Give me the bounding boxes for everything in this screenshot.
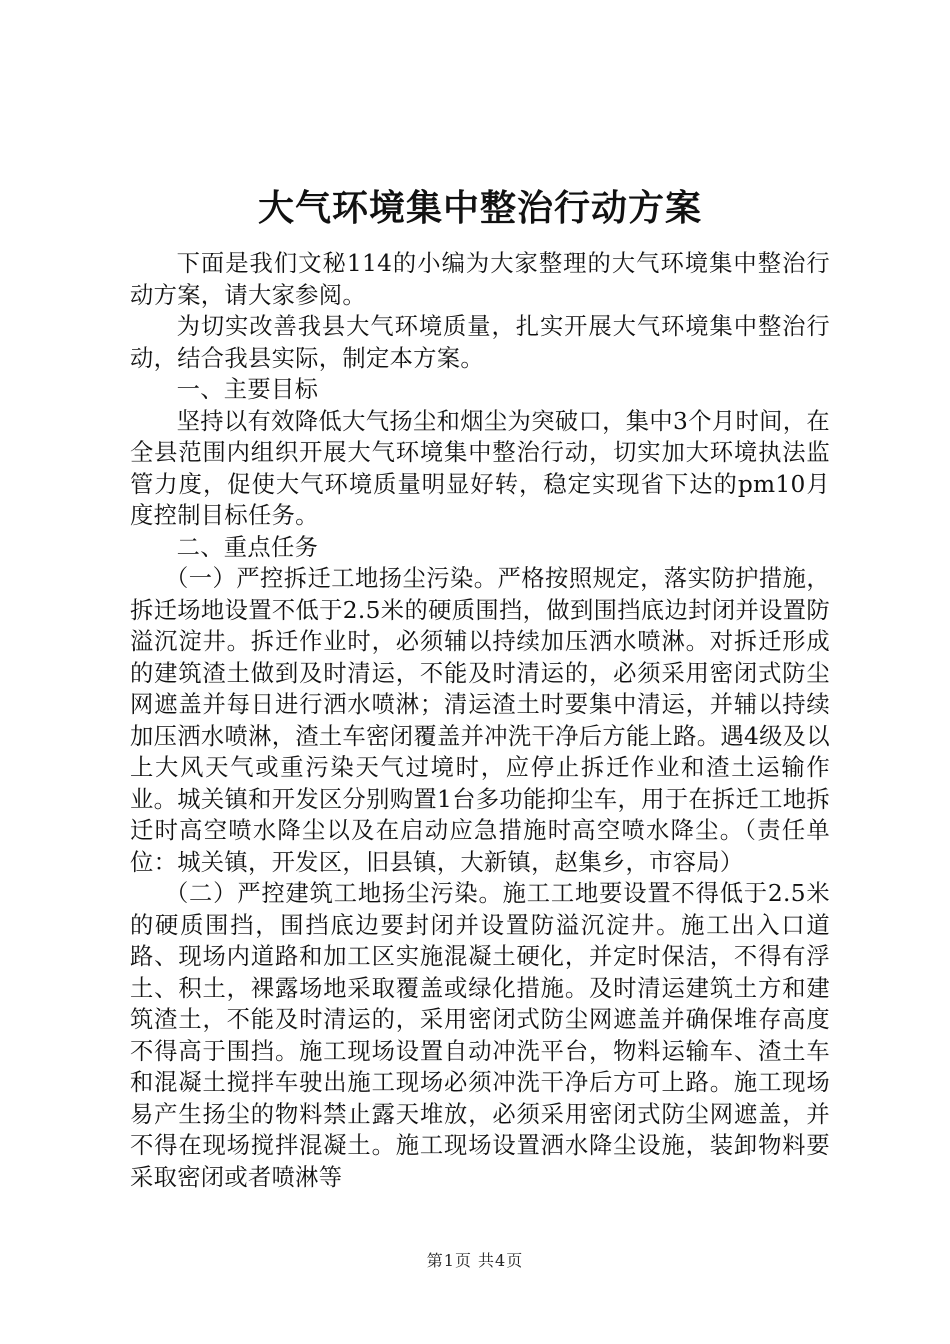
section-heading-tasks: 二、重点任务 <box>176 533 319 561</box>
section-heading-goals: 一、主要目标 <box>176 376 319 403</box>
purpose-paragraph: 为切实改善我县大气环境质量，扎实开展大气环境集中整治行动，结合我县实际，制定本方案。 <box>130 313 830 372</box>
document-body <box>130 178 830 1193</box>
page-number-footer: 第1页 共4页 <box>426 1251 524 1270</box>
goals-paragraph: 坚持以有效降低大气扬尘和烟尘为突破口，集中3个月时间，在全县范围内组织开展大气环境集中整治行动，切实加大环境执法监管力度，促使大气环境质量明显好转，稳定实现省下达的pm10月度控制目标任务。 <box>130 407 830 529</box>
task-2-paragraph: （二）严控建筑工地扬尘污染。施工工地要设置不得低于2.5米的硬质围挡，围挡底边要封闭并设置防溢沉淀井。施工出入口道路、现场内道路和加工区实施混凝土硬化，并定时保洁，不得有浮土、积土，裸露场地采取覆盖或绿化措施。及时清运建筑土方和建筑渣土，不能及时清运的，采用密闭式防尘网遮盖并确保堆存高度不得高于围挡。施工现场设置自动冲洗平台，物料运输车、渣土车和混凝土搅拌车驶出施工现场必须冲洗干净后方可上路。施工现场易产生扬尘的物料禁止露天堆放，必须采用密闭式防尘网遮盖，并不得在现场搅拌混凝土。施工现场设置洒水降尘设施，装卸物料要采取密闭或者喷淋等 <box>130 880 830 1191</box>
task-1-paragraph: （一）严控拆迁工地扬尘污染。严格按照规定，落实防护措施，拆迁场地设置不低于2.5米的硬质围挡，做到围挡底边封闭并设置防溢沉淀井。拆迁作业时，必须辅以持续加压洒水喷淋。对拆迁形成的建筑渣土做到及时清运，不能及时清运的，必须采用密闭式防尘网遮盖并每日进行洒水喷淋；清运渣土时要集中清运，并辅以持续加压洒水喷淋，渣土车密闭覆盖并冲洗干净后方能上路。遇4级及以上大风天气或重污染天气过境时，应停止拆迁作业和渣土运输作业。城关镇和开发区分别购置1台多功能抑尘车，用于在拆迁工地拆迁时高空喷水降尘以及在启动应急措施时高空喷水降尘。（责任单位：城关镇，开发区，旧县镇，大新镇，赵集乡，市容局） <box>130 565 830 876</box>
intro-paragraph: 下面是我们文秘114的小编为大家整理的大气环境集中整治行动方案，请大家参阅。 <box>130 250 830 309</box>
document-title: 大气环境集中整治行动方案 <box>257 187 702 229</box>
